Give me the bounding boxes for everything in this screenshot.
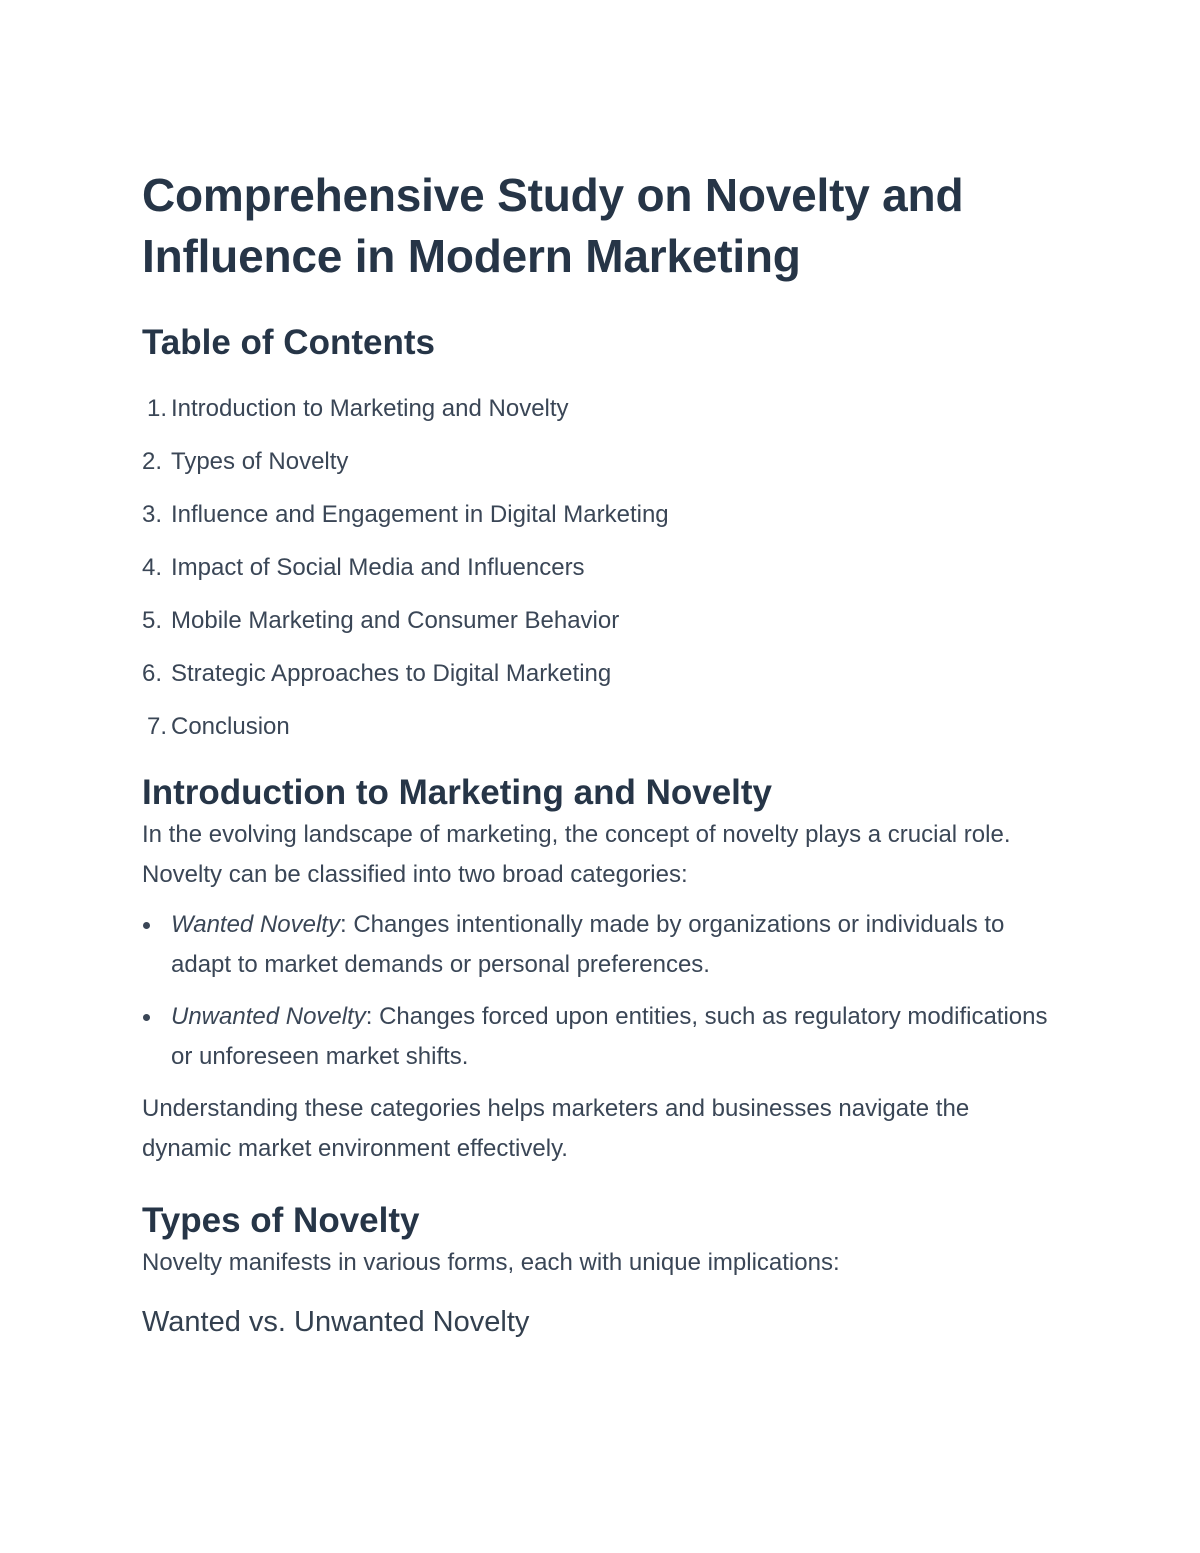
toc-item-number: 2. xyxy=(142,448,163,475)
toc-item-label: Impact of Social Media and Influencers xyxy=(171,554,585,581)
bullet-text: : Changes intentionally made by organizations or individuals to adapt to market demands or personal preferences. xyxy=(171,911,1005,978)
toc-item-number: 4. xyxy=(142,554,163,581)
intro-closing-paragraph: Understanding these categories helps marketers and businesses navigate the dynamic market environment effectively. xyxy=(142,1095,970,1162)
toc-item-number: 6. xyxy=(142,660,163,687)
table-of-contents xyxy=(142,392,1062,743)
toc-heading: Table of Contents xyxy=(142,323,435,362)
toc-item-number: 1. xyxy=(147,395,168,422)
toc-item-label: Introduction to Marketing and Novelty xyxy=(171,395,569,422)
bullet-term: Unwanted Novelty xyxy=(171,1003,366,1030)
toc-item xyxy=(142,445,1062,478)
list-item xyxy=(142,905,1062,985)
bullet-dot-icon xyxy=(143,1014,150,1021)
intro-heading: Introduction to Marketing and Novelty xyxy=(142,773,773,812)
intro-paragraph: In the evolving landscape of marketing, the concept of novelty plays a crucial role. Novelty can be classified into two broad categories: xyxy=(142,821,1011,888)
toc-item xyxy=(142,657,1062,690)
toc-item xyxy=(142,551,1062,584)
document-title: Comprehensive Study on Novelty and Influence in Modern Marketing xyxy=(142,169,964,282)
bullet-dot-icon xyxy=(143,922,150,929)
toc-item-number: 7. xyxy=(147,713,168,740)
toc-item xyxy=(142,710,1062,743)
toc-item-label: Mobile Marketing and Consumer Behavior xyxy=(171,607,620,634)
bullet-term: Wanted Novelty xyxy=(171,911,340,938)
toc-item-number: 3. xyxy=(142,501,163,528)
list-item xyxy=(142,997,1062,1077)
toc-item xyxy=(142,498,1062,531)
toc-item-label: Types of Novelty xyxy=(171,448,349,475)
document-page xyxy=(142,165,1062,1341)
toc-item-label: Strategic Approaches to Digital Marketing xyxy=(171,660,612,687)
types-heading: Types of Novelty xyxy=(142,1201,420,1240)
bullet-text: : Changes forced upon entities, such as regulatory modifications or unforeseen market shifts. xyxy=(171,1003,1048,1070)
toc-item xyxy=(142,604,1062,637)
types-paragraph: Novelty manifests in various forms, each with unique implications: xyxy=(142,1249,840,1276)
novelty-category-list xyxy=(142,905,1062,1077)
toc-item xyxy=(142,392,1062,425)
toc-item-label: Conclusion xyxy=(171,713,290,740)
toc-item-number: 5. xyxy=(142,607,163,634)
wanted-vs-unwanted-subheading: Wanted vs. Unwanted Novelty xyxy=(142,1306,530,1338)
toc-item-label: Influence and Engagement in Digital Marketing xyxy=(171,501,669,528)
